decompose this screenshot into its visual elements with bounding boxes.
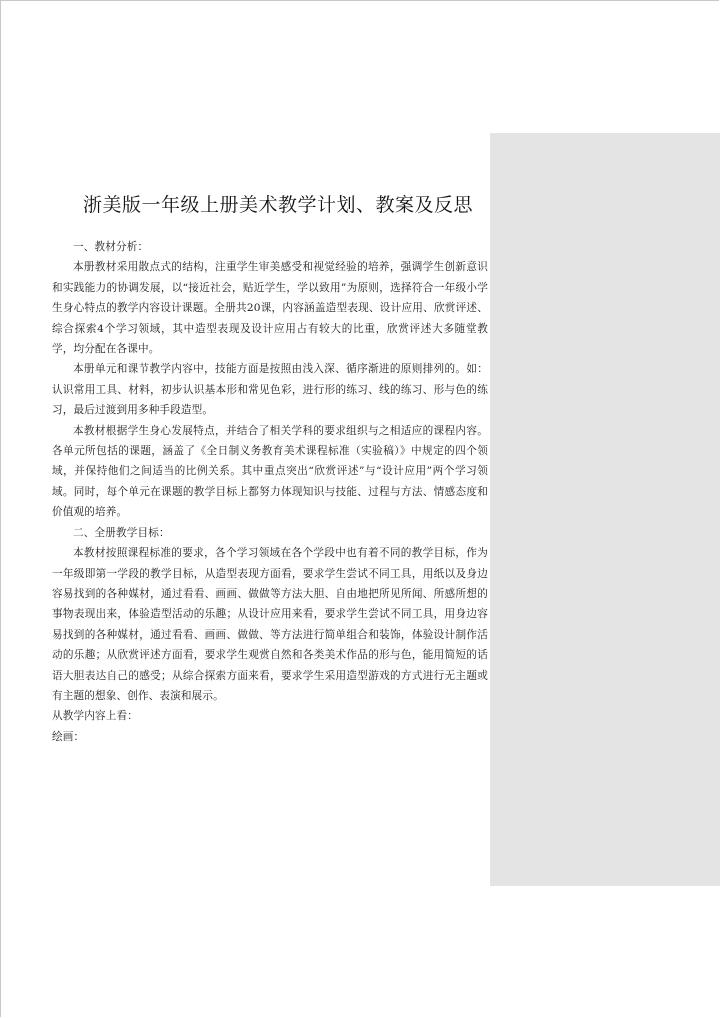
document-title: 浙美版一年级上册美术教学计划、教案及反思 [82, 194, 473, 216]
comment-margin-panel [490, 133, 720, 886]
section-heading-textbook-analysis: 一、教材分析： [73, 241, 149, 253]
trailing-line-teaching-content: 从教学内容上看： [52, 710, 138, 723]
section-heading-teaching-goals: 二、全册教学目标： [73, 526, 170, 539]
paragraph: 本册单元和课节教学内容中，技能方面是按照由浅入深、循序渐进的原则排列的。如：认识常用工具、材料，初步认识基本形和常见色彩，进行形的练习、线的练习、形与色的练习，最后过渡到用多种手段造型。 [52, 363, 488, 417]
paragraph: 本教材根据学生身心发展特点，并结合了相关学科的要求组织与之相适应的课程内容。各单元所包括的课题，涵盖了《全日制义务教育美术课程标准（实验稿）》中规定的四个领域，并保持他们之间适当的比例关系。其中重点突出“欣赏评述”与“设计应用”两个学习领域。同时，每个单元在课题的教学目标上都努力体现知识与技能、过程与方法、情感态度和价值观的培养。 [52, 424, 488, 519]
trailing-line-drawing: 绘画： [52, 730, 85, 743]
document-body [52, 190, 488, 747]
paragraph: 本册教材采用散点式的结构，注重学生审美感受和视觉经验的培养，强调学生创新意识和实践能力的协调发展，以“接近社会，贴近学生，学以致用”为原则，选择符合一年级小学生身心特点的教学内容设计课题。全册共20课，内容涵盖造型表现、设计应用、欣赏评述、综合探索4个学习领域，其中造型表现及设计应用占有较大的比重，欣赏评述大多随堂教学，均分配在各课中。 [52, 261, 488, 356]
paragraph: 本教材按照课程标准的要求，各个学习领域在各个学段中也有着不同的教学目标，作为一年级即第一学段的教学目标，从造型表现方面看，要求学生尝试不同工具，用纸以及身边容易找到的各种媒材，通过看看、画画、做做等方法大胆、自由地把所见所闻、所感所想的事物表现出来，体验造型活动的乐趣；从设计应用来看，要求学生尝试不同工具，用身边容易找到的各种媒材，通过看看、画画、做做、等方法进行简单组合和装饰，体验设计制作活动的乐趣；从欣赏评述方面看，要求学生观赏自然和各类美术作品的形与色，能用简短的话语大胆表达自己的感受；从综合探索方面来看，要求学生采用造型游戏的方式进行无主题或有主题的想象、创作、表演和展示。 [52, 547, 488, 702]
